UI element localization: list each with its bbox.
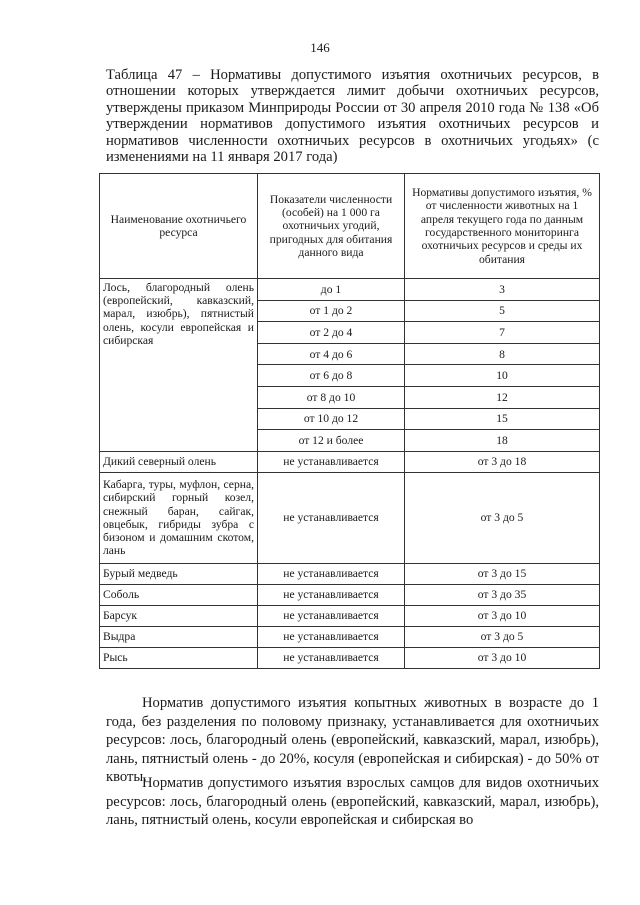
indicator-cell: от 4 до 6 [258, 343, 405, 365]
indicator-cell: не устанавливается [258, 605, 405, 626]
table-header-row [100, 174, 600, 279]
norm-cell: 5 [405, 300, 600, 322]
indicator-cell: от 10 до 12 [258, 408, 405, 430]
norm-cell: 12 [405, 386, 600, 408]
indicator-cell: не устанавливается [258, 626, 405, 647]
norm-cell: от 3 до 15 [405, 563, 600, 584]
indicator-cell: не устанавливается [258, 472, 405, 563]
indicator-cell: не устанавливается [258, 451, 405, 472]
table-row [100, 563, 600, 584]
indicator-cell: от 8 до 10 [258, 386, 405, 408]
norm-cell: от 3 до 35 [405, 584, 600, 605]
table-row [100, 626, 600, 647]
indicator-cell: от 2 до 4 [258, 322, 405, 344]
paragraph-text: Норматив допустимого изъятия взрослых самцов для видов охотничьих ресурсов: лось, благородный олень (европейский, кавказский, марал, изюбрь), лань, пятнистый олень, косули европейская и сибирская во [106, 775, 599, 829]
indicator-cell: от 1 до 2 [258, 300, 405, 322]
resource-name-cell: Рысь [100, 647, 258, 668]
norm-cell: от 3 до 5 [405, 472, 600, 563]
table-row [100, 584, 600, 605]
table-row [100, 647, 600, 668]
resource-name-cell: Дикий северный олень [100, 451, 258, 472]
resource-name-cell: Кабарга, туры, муфлон, серна, сибирский горный козел, снежный баран, сайгак, овцебык, гибриды зубра с бизоном и домашним скотом, лань [100, 472, 258, 563]
table-caption: Таблица 47 – Нормативы допустимого изъятия охотничьих ресурсов, в отношении которых утверждается лимит добычи охотничьих ресурсов, утверждены приказом Минприроды России от 30 апреля 2010 года № 138 «Об утверждении нормативов допустимого изъятия охотничьих ресурсов и нормативов численности охотничьих ресурсов в охотничьих угодьях» (с изменениями на 11 января 2017 года) [106, 67, 599, 166]
norm-cell: от 3 до 18 [405, 451, 600, 472]
table-row [100, 472, 600, 563]
resource-name-cell: Соболь [100, 584, 258, 605]
indicator-cell: не устанавливается [258, 584, 405, 605]
header-resource-name: Наименование охотничьего ресурса [100, 174, 258, 279]
indicator-cell: от 12 и более [258, 430, 405, 452]
indicator-cell: от 6 до 8 [258, 365, 405, 387]
indicator-cell: не устанавливается [258, 563, 405, 584]
norm-cell: от 3 до 10 [405, 605, 600, 626]
body-paragraph [106, 774, 599, 830]
paragraph-text: Норматив допустимого изъятия копытных животных в возрасте до 1 года, без разделения по половому признаку, устанавливается для охотничьих ресурсов: лось, благородный олень (европейский, кавказский, марал, изюбрь), лань, пятнистый олень - до 20%, косуля (европейская и сибирская) - до 50% от квоты. [106, 695, 599, 786]
table-row [100, 279, 600, 301]
indicator-cell: не устанавливается [258, 647, 405, 668]
resource-name-cell: Выдра [100, 626, 258, 647]
norm-cell: 10 [405, 365, 600, 387]
table-row [100, 451, 600, 472]
header-harvest-norm: Нормативы допустимого изъятия, % от численности животных на 1 апреля текущего года по данным государственного мониторинга охотничьих ресурсов и среды их обитания [405, 174, 600, 279]
page-number: 146 [310, 40, 330, 55]
norm-cell: 8 [405, 343, 600, 365]
norm-cell: от 3 до 5 [405, 626, 600, 647]
resource-name-cell: Бурый медведь [100, 563, 258, 584]
norm-cell: 18 [405, 430, 600, 452]
norms-table [99, 173, 600, 669]
table-row [100, 605, 600, 626]
norm-cell: от 3 до 10 [405, 647, 600, 668]
group-resource-name: Лось, благородный олень (европейский, кавказский, марал, изюбрь), пятнистый олень, косули европейская и сибирская [100, 279, 258, 452]
indicator-cell: до 1 [258, 279, 405, 301]
resource-name-cell: Барсук [100, 605, 258, 626]
header-population-indicator: Показатели численности (особей) на 1 000 га охотничьих угодий, пригодных для обитания данного вида [258, 174, 405, 279]
norm-cell: 7 [405, 322, 600, 344]
norm-cell: 15 [405, 408, 600, 430]
norm-cell: 3 [405, 279, 600, 301]
